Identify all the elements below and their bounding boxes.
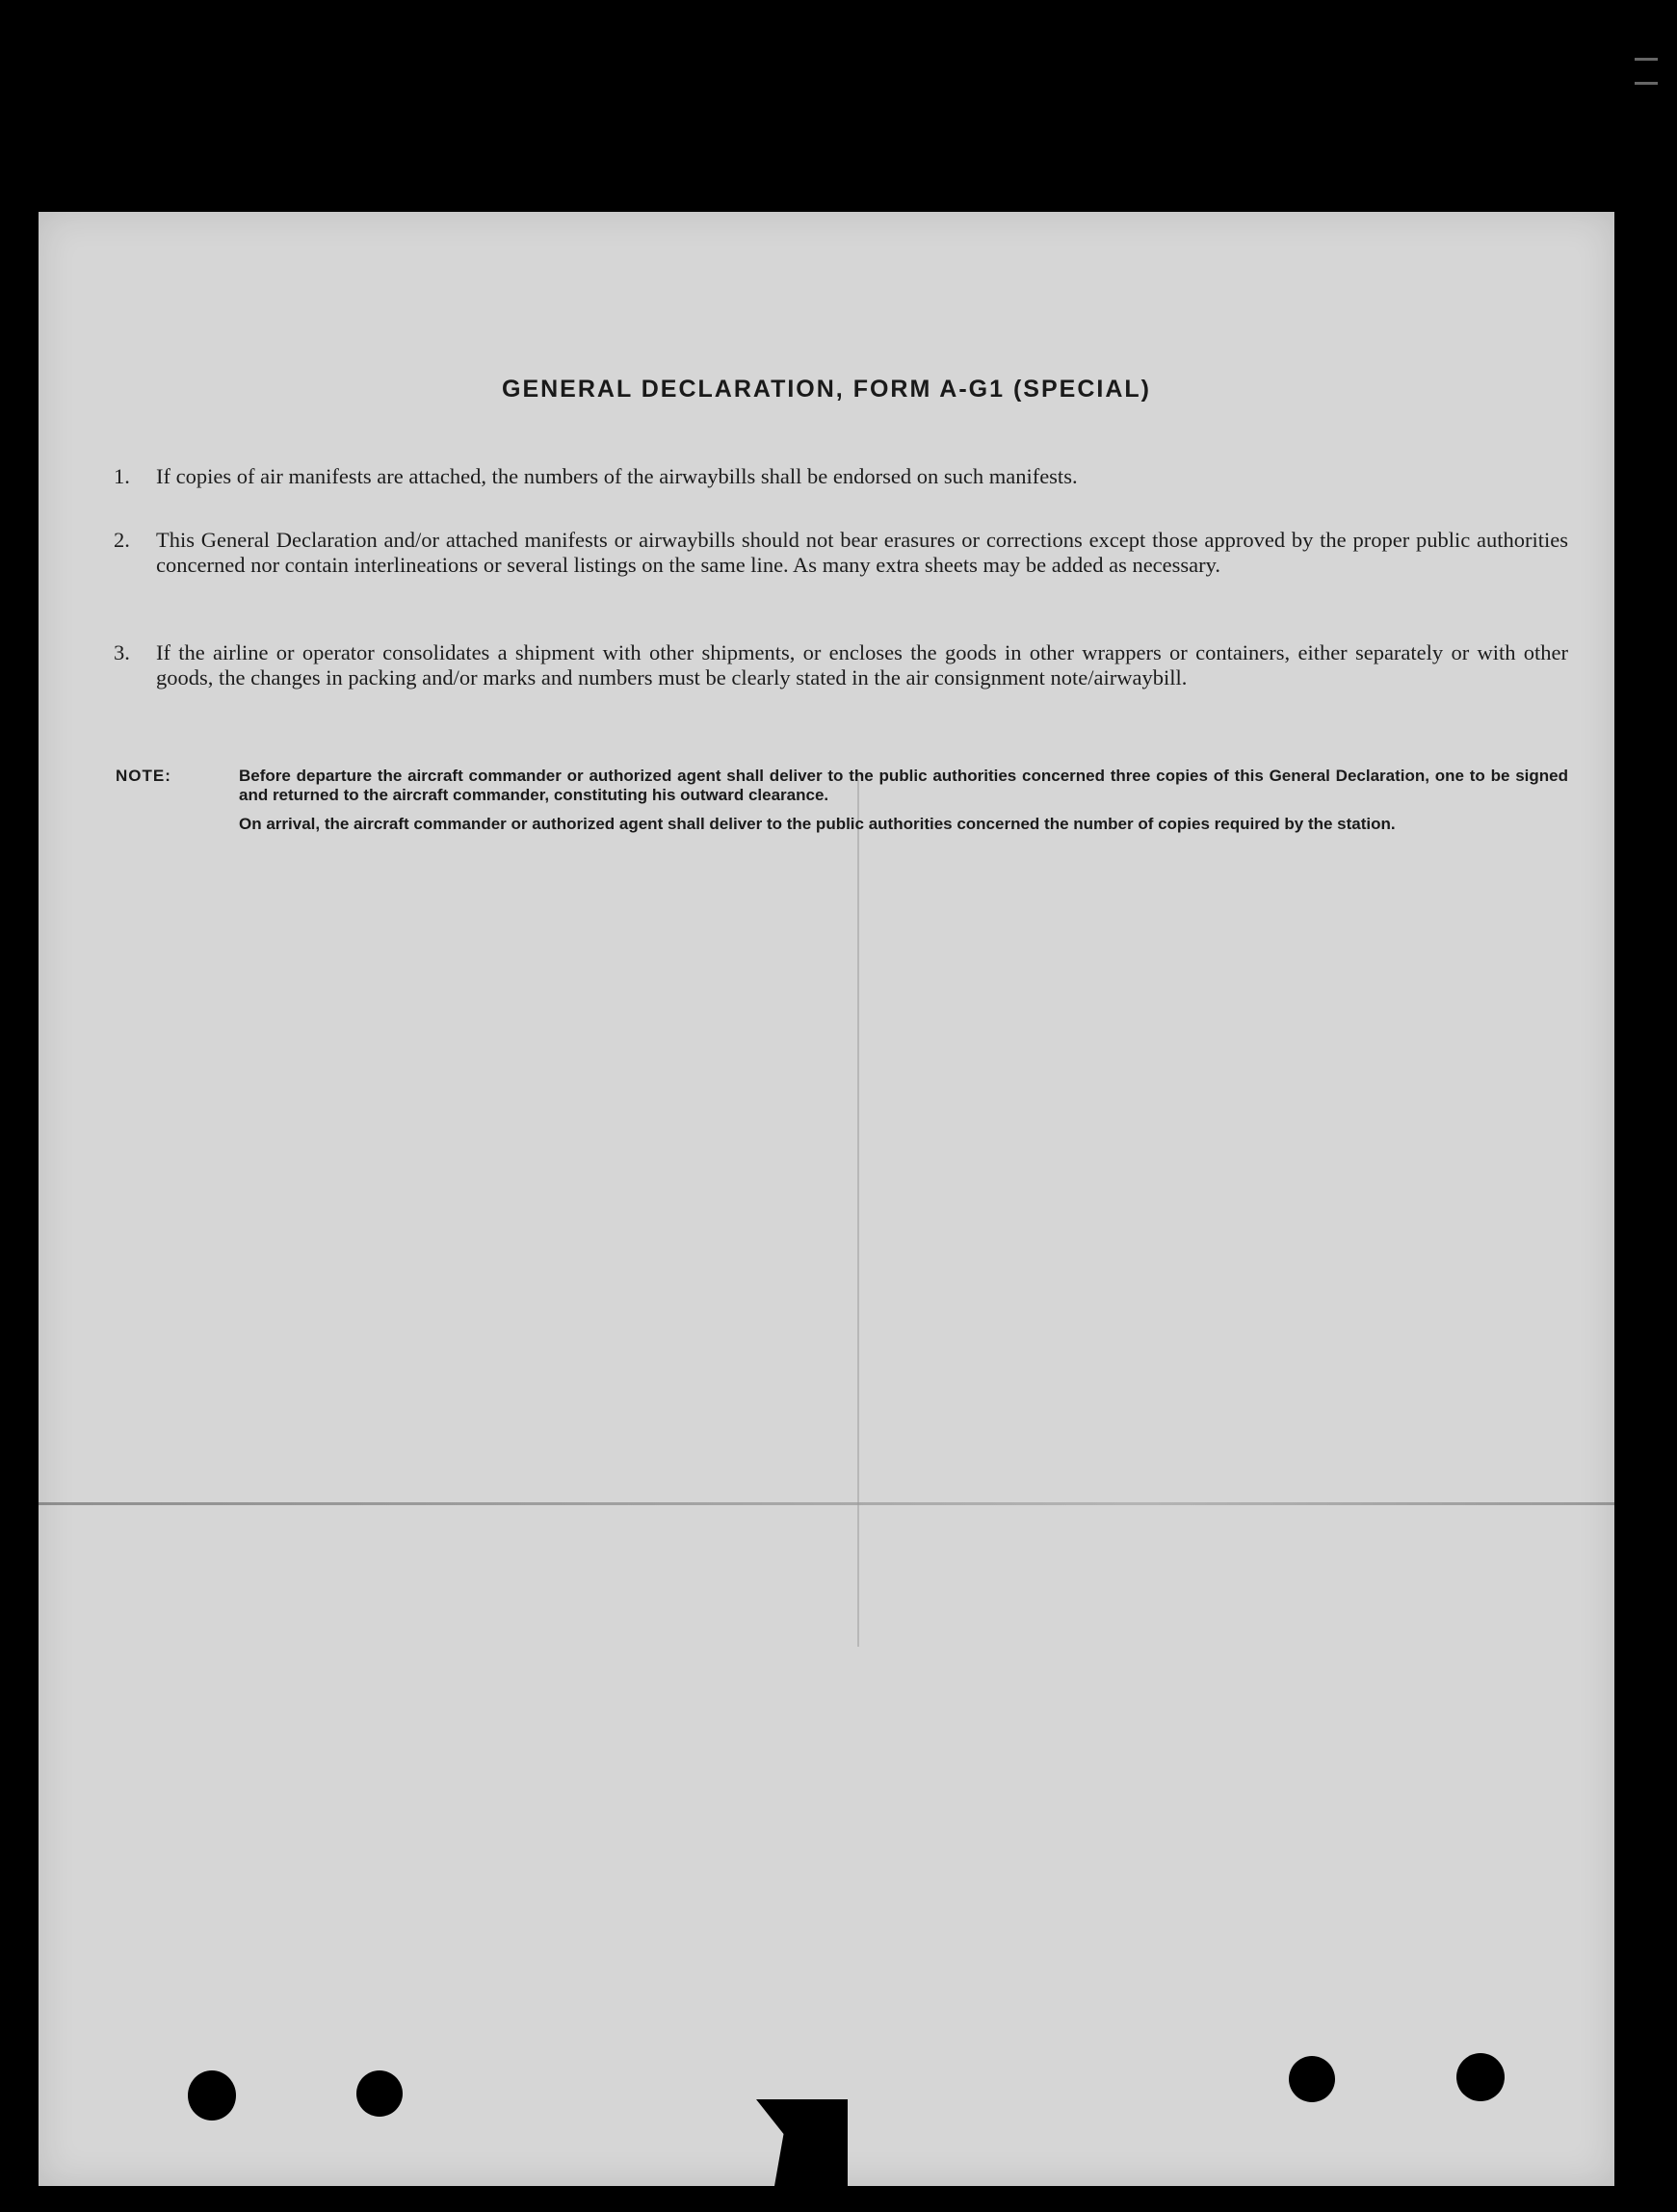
corner-mark [1635, 58, 1658, 61]
note-paragraph-arrival: On arrival, the aircraft commander or authorized agent shall deliver to the public authorities concerned the number of copies required by the station. [239, 815, 1396, 833]
horizontal-fold-line [39, 1502, 1614, 1505]
item-number: 1. [114, 464, 130, 488]
document-sheet [39, 212, 1614, 2186]
instruction-item-2 [114, 528, 1568, 578]
instruction-item-1 [114, 464, 1568, 489]
corner-marks [1635, 58, 1658, 106]
note-section [116, 767, 1568, 834]
item-text: If the airline or operator consolidates a shipment with other shipments, or encloses the goods in other wrappers or containers, either separately or with other goods, the changes in packing and/or marks and numbers must be clearly stated in the air consignment note/airwaybill. [156, 640, 1568, 690]
instruction-item-3 [114, 640, 1568, 690]
torn-notch [756, 2099, 848, 2186]
punch-hole [1289, 2056, 1335, 2102]
punch-hole [1456, 2053, 1505, 2101]
punch-hole [356, 2070, 403, 2117]
note-paragraph-departure: Before departure the aircraft commander or authorized agent shall deliver to the public authorities concerned three copies of this General Declaration, one to be signed and returned to the aircraft commander, constituting his outward clearance. [239, 767, 1568, 804]
vertical-fold-line [857, 780, 859, 1647]
corner-mark [1635, 82, 1658, 85]
item-text: If copies of air manifests are attached, the numbers of the airwaybills shall be endorsed on such manifests. [156, 464, 1078, 488]
item-number: 2. [114, 528, 130, 552]
item-text: This General Declaration and/or attached manifests or airwaybills should not bear erasures or corrections except those approved by the proper public authorities concerned nor contain interlineations or several listings on the same line. As many extra sheets may be added as necessary. [156, 528, 1568, 577]
form-title: GENERAL DECLARATION, FORM A-G1 (SPECIAL) [502, 376, 1151, 403]
punch-hole [188, 2070, 236, 2121]
item-number: 3. [114, 640, 130, 664]
note-label: NOTE: [116, 767, 171, 785]
